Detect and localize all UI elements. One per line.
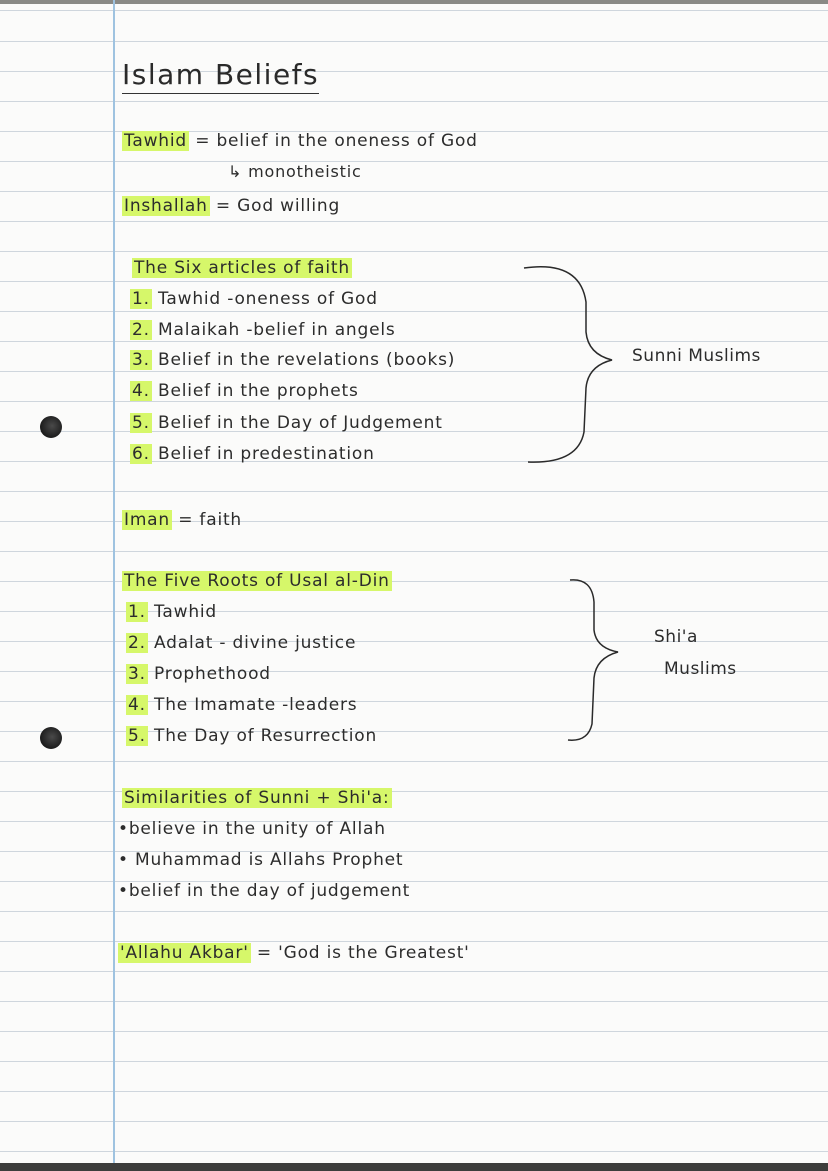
five-root-item [126, 726, 377, 746]
similarities-heading-text: Similarities of Sunni + Shi'a: [124, 788, 390, 808]
five-root-item [126, 633, 356, 653]
page-top-edge [0, 0, 828, 4]
allahu-akbar-def: = 'God is the Greatest' [256, 943, 470, 963]
sunni-label: Sunni Muslims [632, 346, 761, 366]
item-text: Adalat - divine justice [154, 633, 357, 653]
item-number: 3. [128, 664, 146, 684]
tawhid-term: Tawhid [124, 131, 187, 151]
item-number: 2. [128, 633, 146, 653]
similarity-item: •believe in the unity of Allah [118, 819, 386, 839]
iman-def: = faith [178, 510, 243, 530]
item-number: 4. [132, 381, 150, 401]
item-number: 1. [128, 602, 146, 622]
item-number: 5. [128, 726, 146, 746]
inshallah-term: Inshallah [124, 196, 208, 216]
item-number: 3. [132, 350, 150, 370]
five-root-item [126, 664, 271, 684]
inshallah-def: = God willing [215, 196, 341, 216]
item-text: Belief in predestination [158, 444, 375, 464]
item-text: Tawhid -oneness of God [158, 289, 378, 309]
six-article-item [130, 444, 375, 464]
sunni-brace [520, 262, 630, 467]
tawhid-sub [228, 162, 362, 181]
six-articles-heading [132, 258, 352, 278]
item-text: Belief in the prophets [158, 381, 359, 401]
shia-label-line2: Muslims [664, 659, 737, 679]
shia-brace [566, 574, 646, 746]
item-number: 4. [128, 695, 146, 715]
item-number: 6. [132, 444, 150, 464]
iman-term: Iman [124, 510, 170, 530]
five-roots-heading-text: The Five Roots of Usal al-Din [124, 571, 390, 591]
page-bottom-edge [0, 1163, 828, 1171]
item-text: Malaikah -belief in angels [158, 320, 396, 340]
tawhid-def: = belief in the oneness of God [195, 131, 478, 151]
shia-label-line1: Shi'a [654, 627, 698, 647]
inshallah-definition [122, 196, 340, 216]
six-article-item [130, 289, 378, 309]
tawhid-definition [122, 131, 478, 151]
similarity-item: •belief in the day of judgement [118, 881, 411, 901]
item-text: Prophethood [154, 664, 271, 684]
similarity-item: • Muhammad is Allahs Prophet [118, 850, 404, 870]
tawhid-sub-text: monotheistic [248, 162, 362, 181]
six-article-item [130, 320, 396, 340]
arrow-icon: ↳ [228, 162, 243, 181]
allahu-akbar-definition [118, 943, 470, 963]
similarities-heading [122, 788, 392, 808]
iman-definition [122, 510, 242, 530]
six-article-item [130, 381, 359, 401]
item-text: Belief in the revelations (books) [158, 350, 456, 370]
item-text: The Day of Resurrection [154, 726, 378, 746]
item-number: 5. [132, 413, 150, 433]
allahu-akbar-term: 'Allahu Akbar' [120, 943, 249, 963]
five-root-item [126, 695, 357, 715]
five-root-item [126, 602, 217, 622]
punch-hole-top [40, 416, 62, 438]
six-article-item [130, 350, 455, 370]
item-text: Belief in the Day of Judgement [158, 413, 443, 433]
margin-line [113, 0, 115, 1171]
page-title: Islam Beliefs [122, 58, 319, 94]
item-number: 2. [132, 320, 150, 340]
six-article-item [130, 413, 443, 433]
item-text: The Imamate -leaders [154, 695, 358, 715]
five-roots-heading [122, 571, 392, 591]
punch-hole-bottom [40, 727, 62, 749]
six-articles-heading-text: The Six articles of faith [134, 258, 350, 278]
item-text: Tawhid [154, 602, 218, 622]
item-number: 1. [132, 289, 150, 309]
